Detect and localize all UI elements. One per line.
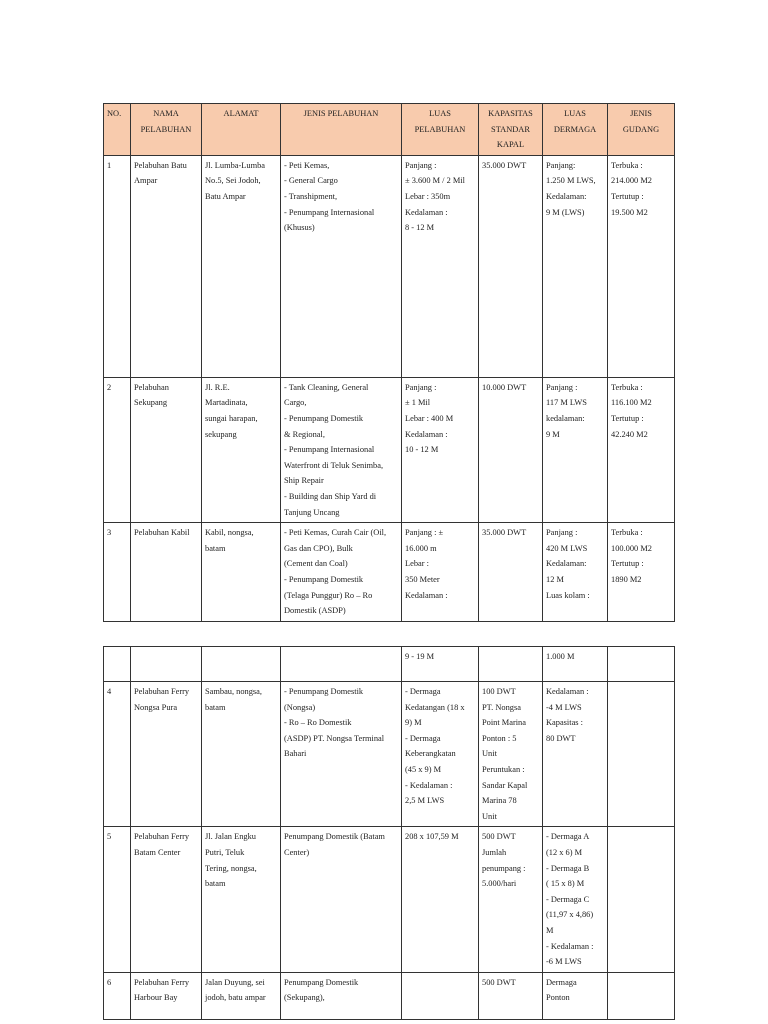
- cell-line: 9) M: [405, 718, 422, 728]
- table-row: [104, 523, 675, 622]
- cell-line: 100 DWT: [482, 687, 516, 696]
- cell-line: - Dermaga A: [546, 832, 590, 842]
- cell-luas-pelabuhan: [402, 377, 479, 522]
- cell-line: 3: [107, 528, 112, 538]
- cell-jenis-pelabuhan: [281, 682, 402, 827]
- cell-line: - Building dan Ship Yard di: [284, 491, 377, 501]
- cell-line: Harbour Bay: [134, 993, 178, 1003]
- cell-luas-pelabuhan: [402, 682, 479, 827]
- cell-luas-pelabuhan: [402, 972, 479, 1019]
- cell-line: - Kedalaman :: [546, 941, 594, 951]
- table-header-row: [104, 104, 675, 156]
- cell-luas-dermaga: [543, 972, 608, 1019]
- cell-line: Pelabuhan Ferry: [134, 977, 190, 987]
- cell-line: Center): [284, 847, 310, 857]
- cell-line: 8 - 12 M: [405, 223, 435, 233]
- cell-line: (11,97 x 4,86): [546, 910, 594, 920]
- cell-kapasitas-standar-kapal: [479, 155, 543, 377]
- cell-line: - Peti Kemas, Curah Cair (Oil,: [284, 528, 387, 538]
- cell-line: Sambau, nongsa,: [205, 687, 262, 696]
- cell-line: 35.000 DWT: [482, 528, 527, 538]
- cell-line: - Penumpang Domestik: [284, 574, 364, 584]
- cell-line: Jl. Jalan Engku: [205, 832, 256, 842]
- cell-line: -6 M LWS: [546, 957, 582, 967]
- port-table-page-2: [103, 646, 675, 1020]
- cell-line: Panjang:: [546, 160, 576, 170]
- cell-line: ± 3.600 M / 2 Mil: [405, 176, 465, 186]
- cell-line: - Dermaga: [405, 733, 441, 743]
- cell-line: Jumlah: [482, 847, 507, 857]
- cell-line: Cargo,: [284, 398, 307, 408]
- cell-no: [104, 523, 131, 622]
- cell-line: (Cement dan Coal): [284, 559, 348, 569]
- cell-line: ± 1 Mil: [405, 398, 431, 408]
- cell-line: - Ro – Ro Domestik: [284, 718, 352, 728]
- cell-line: -4 M LWS: [546, 702, 582, 712]
- cell-line: Sekupang: [134, 398, 168, 408]
- cell-line: Jl. R.E.: [205, 382, 230, 392]
- cell-line: (Telaga Punggur) Ro – Ro: [284, 590, 373, 600]
- header-jenis-pelabuhan: JENIS PELABUHAN: [281, 104, 402, 156]
- cell-line: 100.000 M2: [611, 543, 652, 553]
- header-jenis-gudang: JENIS GUDANG: [608, 104, 675, 156]
- cell-line: Pelabuhan: [134, 382, 169, 392]
- header-alamat: ALAMAT: [202, 104, 281, 156]
- cell-line: Martadinata,: [205, 398, 248, 408]
- cell-line: - Penumpang Domestik: [284, 413, 364, 423]
- cell-line: Ponton: [546, 993, 570, 1003]
- cell-line: Sandar Kapal: [482, 780, 528, 790]
- cell-line: 2,5 M LWS: [405, 796, 445, 806]
- cell-line: Waterfront di Teluk Senimba,: [284, 460, 384, 470]
- cell-line: Tertutup :: [611, 413, 644, 423]
- cell-line: 35.000 DWT: [482, 160, 527, 170]
- cell-line: Panjang :: [546, 528, 578, 538]
- cell-line: Panjang : ±: [405, 528, 444, 538]
- cell-jenis-gudang: [608, 377, 675, 522]
- cell-line: Pelabuhan Kabil: [134, 528, 190, 538]
- table-row: [104, 682, 675, 827]
- cell-line: - Penumpang Domestik: [284, 687, 364, 696]
- cell-line: Tertutup :: [611, 559, 644, 569]
- cell-line: Domestik (ASDP): [284, 606, 346, 616]
- cell-line: Bahari: [284, 749, 307, 759]
- cell-line: 117 M LWS: [546, 398, 587, 408]
- cell-line: Batam Center: [134, 847, 181, 857]
- cell-luas-pelabuhan: [402, 827, 479, 972]
- cell-line: 350 Meter: [405, 574, 440, 584]
- cell-line: Kapasitas :: [546, 718, 583, 728]
- cell-line: Ponton : 5: [482, 733, 517, 743]
- cell-nama-pelabuhan: [131, 523, 202, 622]
- cell-alamat: [202, 377, 281, 522]
- cell-line: 16.000 m: [405, 543, 437, 553]
- cell-line: Terbuka :: [611, 382, 643, 392]
- cell-luas-dermaga: [543, 647, 608, 682]
- cell-jenis-pelabuhan: [281, 827, 402, 972]
- table-row: [104, 377, 675, 522]
- cell-line: Unit: [482, 811, 497, 821]
- cell-line: 42.240 M2: [611, 429, 648, 439]
- cell-line: 4: [107, 687, 112, 696]
- cell-line: 500 DWT: [482, 832, 516, 842]
- cell-alamat: [202, 523, 281, 622]
- cell-line: No.5, Sei Jodoh,: [205, 176, 261, 186]
- cell-nama-pelabuhan: [131, 827, 202, 972]
- cell-line: batam: [205, 543, 226, 553]
- cell-line: - Penumpang Internasional: [284, 445, 375, 455]
- cell-jenis-pelabuhan: [281, 972, 402, 1019]
- cell-line: 6: [107, 977, 112, 987]
- cell-no: [104, 972, 131, 1019]
- cell-line: Kedalaman:: [546, 559, 587, 569]
- cell-line: Ship Repair: [284, 476, 324, 486]
- cell-luas-pelabuhan: [402, 155, 479, 377]
- cell-line: - Transhipment,: [284, 191, 338, 201]
- cell-line: Terbuka :: [611, 160, 643, 170]
- cell-line: 1.000 M: [546, 652, 575, 661]
- header-nama-pelabuhan: NAMA PELABUHAN: [131, 104, 202, 156]
- cell-no: [104, 682, 131, 827]
- cell-line: - Kedalaman :: [405, 780, 453, 790]
- cell-nama-pelabuhan: [131, 377, 202, 522]
- cell-line: - Penumpang Internasional: [284, 207, 375, 217]
- cell-line: 5.000/hari: [482, 879, 517, 889]
- cell-nama-pelabuhan: [131, 155, 202, 377]
- cell-line: Kedalaman :: [405, 429, 448, 439]
- cell-line: Peruntukan :: [482, 764, 525, 774]
- cell-nama-pelabuhan: [131, 647, 202, 682]
- cell-line: 12 M: [546, 574, 564, 584]
- cell-kapasitas-standar-kapal: [479, 972, 543, 1019]
- cell-luas-dermaga: [543, 155, 608, 377]
- cell-line: batam: [205, 879, 226, 889]
- cell-line: (12 x 6) M: [546, 847, 583, 857]
- cell-alamat: [202, 972, 281, 1019]
- cell-alamat: [202, 647, 281, 682]
- cell-line: Kedalaman :: [405, 590, 448, 600]
- cell-kapasitas-standar-kapal: [479, 827, 543, 972]
- cell-line: Pelabuhan Ferry: [134, 832, 190, 842]
- cell-line: 10 - 12 M: [405, 445, 439, 455]
- cell-luas-dermaga: [543, 827, 608, 972]
- cell-kapasitas-standar-kapal: [479, 377, 543, 522]
- cell-alamat: [202, 682, 281, 827]
- cell-line: Lebar :: [405, 559, 429, 569]
- cell-line: Ampar: [134, 176, 158, 186]
- cell-jenis-gudang: [608, 647, 675, 682]
- cell-nama-pelabuhan: [131, 972, 202, 1019]
- cell-line: Penumpang Domestik: [284, 977, 359, 987]
- cell-jenis-gudang: [608, 827, 675, 972]
- header-luas-pelabuhan: LUAS PELABUHAN: [402, 104, 479, 156]
- cell-line: 80 DWT: [546, 733, 576, 743]
- cell-line: (45 x 9) M: [405, 764, 442, 774]
- cell-line: Jalan Duyung, sei: [205, 977, 265, 987]
- cell-line: Kedalaman :: [405, 207, 448, 217]
- cell-line: Tering, nongsa,: [205, 863, 257, 873]
- cell-line: sungai harapan,: [205, 413, 258, 423]
- cell-line: Jl. Lumba-Lumba: [205, 160, 266, 170]
- cell-line: Lebar : 350m: [405, 191, 451, 201]
- cell-jenis-gudang: [608, 155, 675, 377]
- cell-line: kedalaman:: [546, 413, 585, 423]
- cell-line: 500 DWT: [482, 977, 516, 987]
- table-row: [104, 972, 675, 1019]
- cell-luas-dermaga: [543, 377, 608, 522]
- cell-line: Dermaga: [546, 977, 577, 987]
- cell-line: ( 15 x 8) M: [546, 879, 585, 889]
- cell-line: Putri, Teluk: [205, 847, 245, 857]
- cell-line: 9 - 19 M: [405, 652, 435, 661]
- cell-line: - Dermaga B: [546, 863, 590, 873]
- header-kapasitas-standar-kapal: KAPASITAS STANDAR KAPAL: [479, 104, 543, 156]
- cell-kapasitas-standar-kapal: [479, 523, 543, 622]
- table-row: [104, 827, 675, 972]
- cell-line: 9 M: [546, 429, 560, 439]
- cell-line: (Khusus): [284, 223, 315, 233]
- cell-kapasitas-standar-kapal: [479, 647, 543, 682]
- cell-line: 2: [107, 382, 112, 392]
- cell-line: 208 x 107,59 M: [405, 832, 459, 842]
- cell-luas-pelabuhan: [402, 647, 479, 682]
- cell-line: Lebar : 400 M: [405, 413, 454, 423]
- cell-line: penumpang :: [482, 863, 526, 873]
- cell-line: 9 M (LWS): [546, 207, 585, 217]
- cell-no: [104, 155, 131, 377]
- cell-nama-pelabuhan: [131, 682, 202, 827]
- cell-line: - Peti Kemas,: [284, 160, 330, 170]
- cell-line: Luas kolam :: [546, 590, 590, 600]
- cell-line: 1.250 M LWS,: [546, 176, 596, 186]
- cell-line: Keberangkatan: [405, 749, 456, 759]
- header-luas-dermaga: LUAS DERMAGA: [543, 104, 608, 156]
- cell-line: PT. Nongsa: [482, 702, 521, 712]
- cell-line: batam: [205, 702, 226, 712]
- cell-line: - General Cargo: [284, 176, 338, 186]
- cell-line: M: [546, 925, 554, 935]
- cell-alamat: [202, 827, 281, 972]
- cell-line: Unit: [482, 749, 497, 759]
- cell-line: Kabil, nongsa,: [205, 528, 254, 538]
- cell-line: Batu Ampar: [205, 191, 246, 201]
- cell-line: 116.100 M2: [611, 398, 652, 408]
- cell-line: Kedatangan (18 x: [405, 702, 465, 712]
- cell-line: Panjang :: [405, 160, 437, 170]
- cell-line: 10.000 DWT: [482, 382, 527, 392]
- cell-jenis-pelabuhan: [281, 377, 402, 522]
- cell-jenis-gudang: [608, 523, 675, 622]
- cell-alamat: [202, 155, 281, 377]
- cell-jenis-gudang: [608, 972, 675, 1019]
- cell-line: & Regional,: [284, 429, 325, 439]
- cell-line: Marina 78: [482, 796, 517, 806]
- cell-line: Panjang :: [546, 382, 578, 392]
- port-table-page-1: [103, 103, 675, 622]
- cell-line: Pelabuhan Batu: [134, 160, 187, 170]
- cell-line: 19.500 M2: [611, 207, 648, 217]
- cell-jenis-pelabuhan: [281, 523, 402, 622]
- table-row: [104, 647, 675, 682]
- cell-line: Panjang :: [405, 382, 437, 392]
- cell-line: - Tank Cleaning, General: [284, 382, 369, 392]
- cell-line: Terbuka :: [611, 528, 643, 538]
- cell-jenis-gudang: [608, 682, 675, 827]
- cell-line: (Nongsa): [284, 702, 316, 712]
- cell-line: 214.000 M2: [611, 176, 652, 186]
- cell-luas-dermaga: [543, 682, 608, 827]
- cell-line: Tanjung Uncang: [284, 507, 340, 517]
- cell-line: 1890 M2: [611, 574, 642, 584]
- cell-line: Kedalaman:: [546, 191, 587, 201]
- cell-line: Penumpang Domestik (Batam: [284, 832, 385, 842]
- cell-luas-pelabuhan: [402, 523, 479, 622]
- cell-line: 1: [107, 160, 112, 170]
- cell-line: 5: [107, 832, 112, 842]
- table-row: [104, 155, 675, 377]
- cell-luas-dermaga: [543, 523, 608, 622]
- cell-line: sekupang: [205, 429, 237, 439]
- cell-line: Gas dan CPO), Bulk: [284, 543, 353, 553]
- cell-no: [104, 827, 131, 972]
- cell-line: Kedalaman :: [546, 687, 589, 696]
- header-no: NO.: [104, 104, 131, 156]
- cell-line: Tertutup :: [611, 191, 644, 201]
- cell-jenis-pelabuhan: [281, 647, 402, 682]
- cell-jenis-pelabuhan: [281, 155, 402, 377]
- cell-line: Point Marina: [482, 718, 526, 728]
- cell-line: jodoh, batu ampar: [205, 993, 266, 1003]
- cell-no: [104, 377, 131, 522]
- cell-line: (Sekupang),: [284, 993, 325, 1003]
- cell-line: - Dermaga: [405, 687, 441, 696]
- cell-line: Nongsa Pura: [134, 702, 178, 712]
- cell-line: - Dermaga C: [546, 894, 590, 904]
- cell-line: Pelabuhan Ferry: [134, 687, 190, 696]
- cell-line: 420 M LWS: [546, 543, 588, 553]
- cell-kapasitas-standar-kapal: [479, 682, 543, 827]
- cell-no: [104, 647, 131, 682]
- cell-line: (ASDP) PT. Nongsa Terminal: [284, 733, 385, 743]
